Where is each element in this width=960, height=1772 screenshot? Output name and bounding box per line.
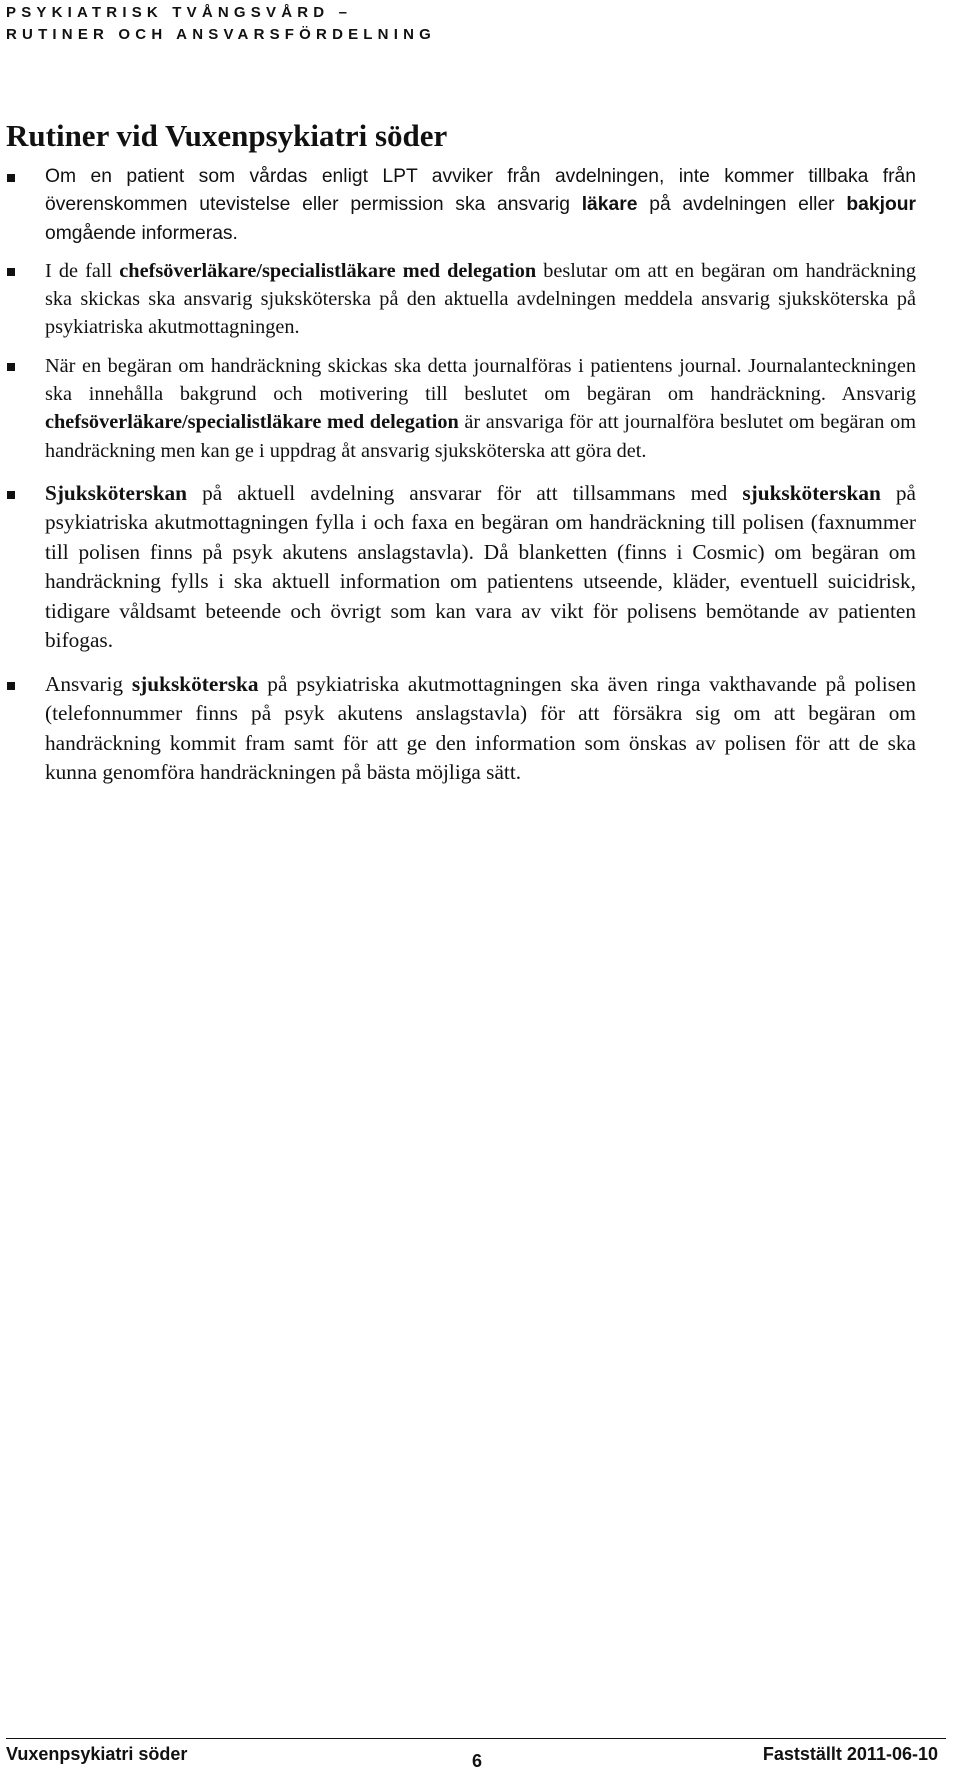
text-run: på psykiatriska akutmottagningen fylla i och faxa en begäran om handräckning till polisen (faxnummer till polisen finns på psyk akutens anslagstavla). Då blanketten (finns i Cosmic) om begäran om handräckning fylls i ska aktuell information om patientens utseende, kläder, eventuell suicidrisk, tidigare våldsamt beteende och övrigt som kan vara av vikt för polisens bemötande av patienten bifogas.: [45, 480, 916, 653]
text-run: på avdelningen eller: [637, 194, 847, 216]
bold-term: sjuksköterskan: [742, 480, 881, 505]
text-run: på aktuell avdelning ansvarar för att tillsammans med: [187, 480, 743, 505]
list-item: [0, 257, 960, 342]
header-line-1: PSYKIATRISK TVÅNGSVÅRD –: [6, 4, 353, 21]
text-run: I de fall: [45, 259, 120, 282]
text-run: beslutar om att en begäran om handräckning ska skickas ska ansvarig sjuksköterska på den aktuella avdelningen meddela ansvarig sjuksköterska på psykiatriska akutmottagningen.: [45, 259, 916, 339]
square-bullet-icon: [7, 682, 15, 690]
bold-term: bakjour: [846, 194, 917, 216]
text-run: När en begäran om handräckning skickas ska detta journalföras i patientens journal. Journalanteckningen ska innehålla bakgrund och motivering till beslutet om begäran om handräckning. Ansvarig: [45, 354, 916, 406]
footer-left: Vuxenpsykiatri söder: [6, 1744, 188, 1764]
bold-term: Sjuksköterskan: [45, 480, 188, 505]
routine-list: [0, 163, 960, 788]
text-run: på psykiatriska akutmottagningen ska även ringa vakthavande på polisen (telefonnummer finns på psyk akutens anslagstavla) för att försäkra sig om att begäran om handräckning kommit fram samt för att ge den information som önskas av polisen för att de ska kunna genomföra handräckningen på bästa möjliga sätt.: [45, 671, 916, 785]
footer-divider: [6, 1738, 946, 1739]
text-run: omgående informeras.: [45, 222, 238, 244]
square-bullet-icon: [7, 268, 15, 276]
bold-term: läkare: [581, 194, 638, 216]
text-run: är ansvariga för att journalföra beslutet om begäran om handräckning men kan ge i uppdrag åt ansvarig sjuksköterska att göra det.: [45, 411, 916, 462]
square-bullet-icon: [7, 363, 15, 371]
list-item-text: [45, 163, 916, 248]
list-item: [0, 163, 960, 248]
header-line-2: RUTINER OCH ANSVARSFÖRDELNING: [6, 26, 436, 43]
bold-term: sjuksköterska: [131, 671, 259, 696]
list-item: [0, 479, 960, 656]
text-run: Om en patient som vårdas enligt LPT avviker från avdelningen, inte kommer tillbaka från överenskommen utevistelse eller permission ska ansvarig: [45, 166, 916, 216]
list-item-text: [45, 352, 916, 465]
page-number: 6: [472, 1751, 483, 1771]
square-bullet-icon: [7, 174, 15, 182]
list-item-text: [45, 670, 916, 788]
list-item: [0, 670, 960, 788]
text-run: Ansvarig: [45, 671, 132, 696]
bold-term: chefsöverläkare/specialistläkare med delegation: [119, 259, 537, 282]
footer-right: Fastställt 2011-06-10: [762, 1744, 938, 1764]
bold-term: chefsöverläkare/specialistläkare med delegation: [45, 411, 459, 434]
list-item: [0, 352, 960, 465]
section-title: Rutiner vid Vuxenpsykiatri söder: [6, 118, 448, 153]
list-item-text: [45, 257, 916, 342]
list-item-text: [45, 479, 916, 656]
document-header: [6, 2, 436, 46]
square-bullet-icon: [7, 491, 15, 499]
